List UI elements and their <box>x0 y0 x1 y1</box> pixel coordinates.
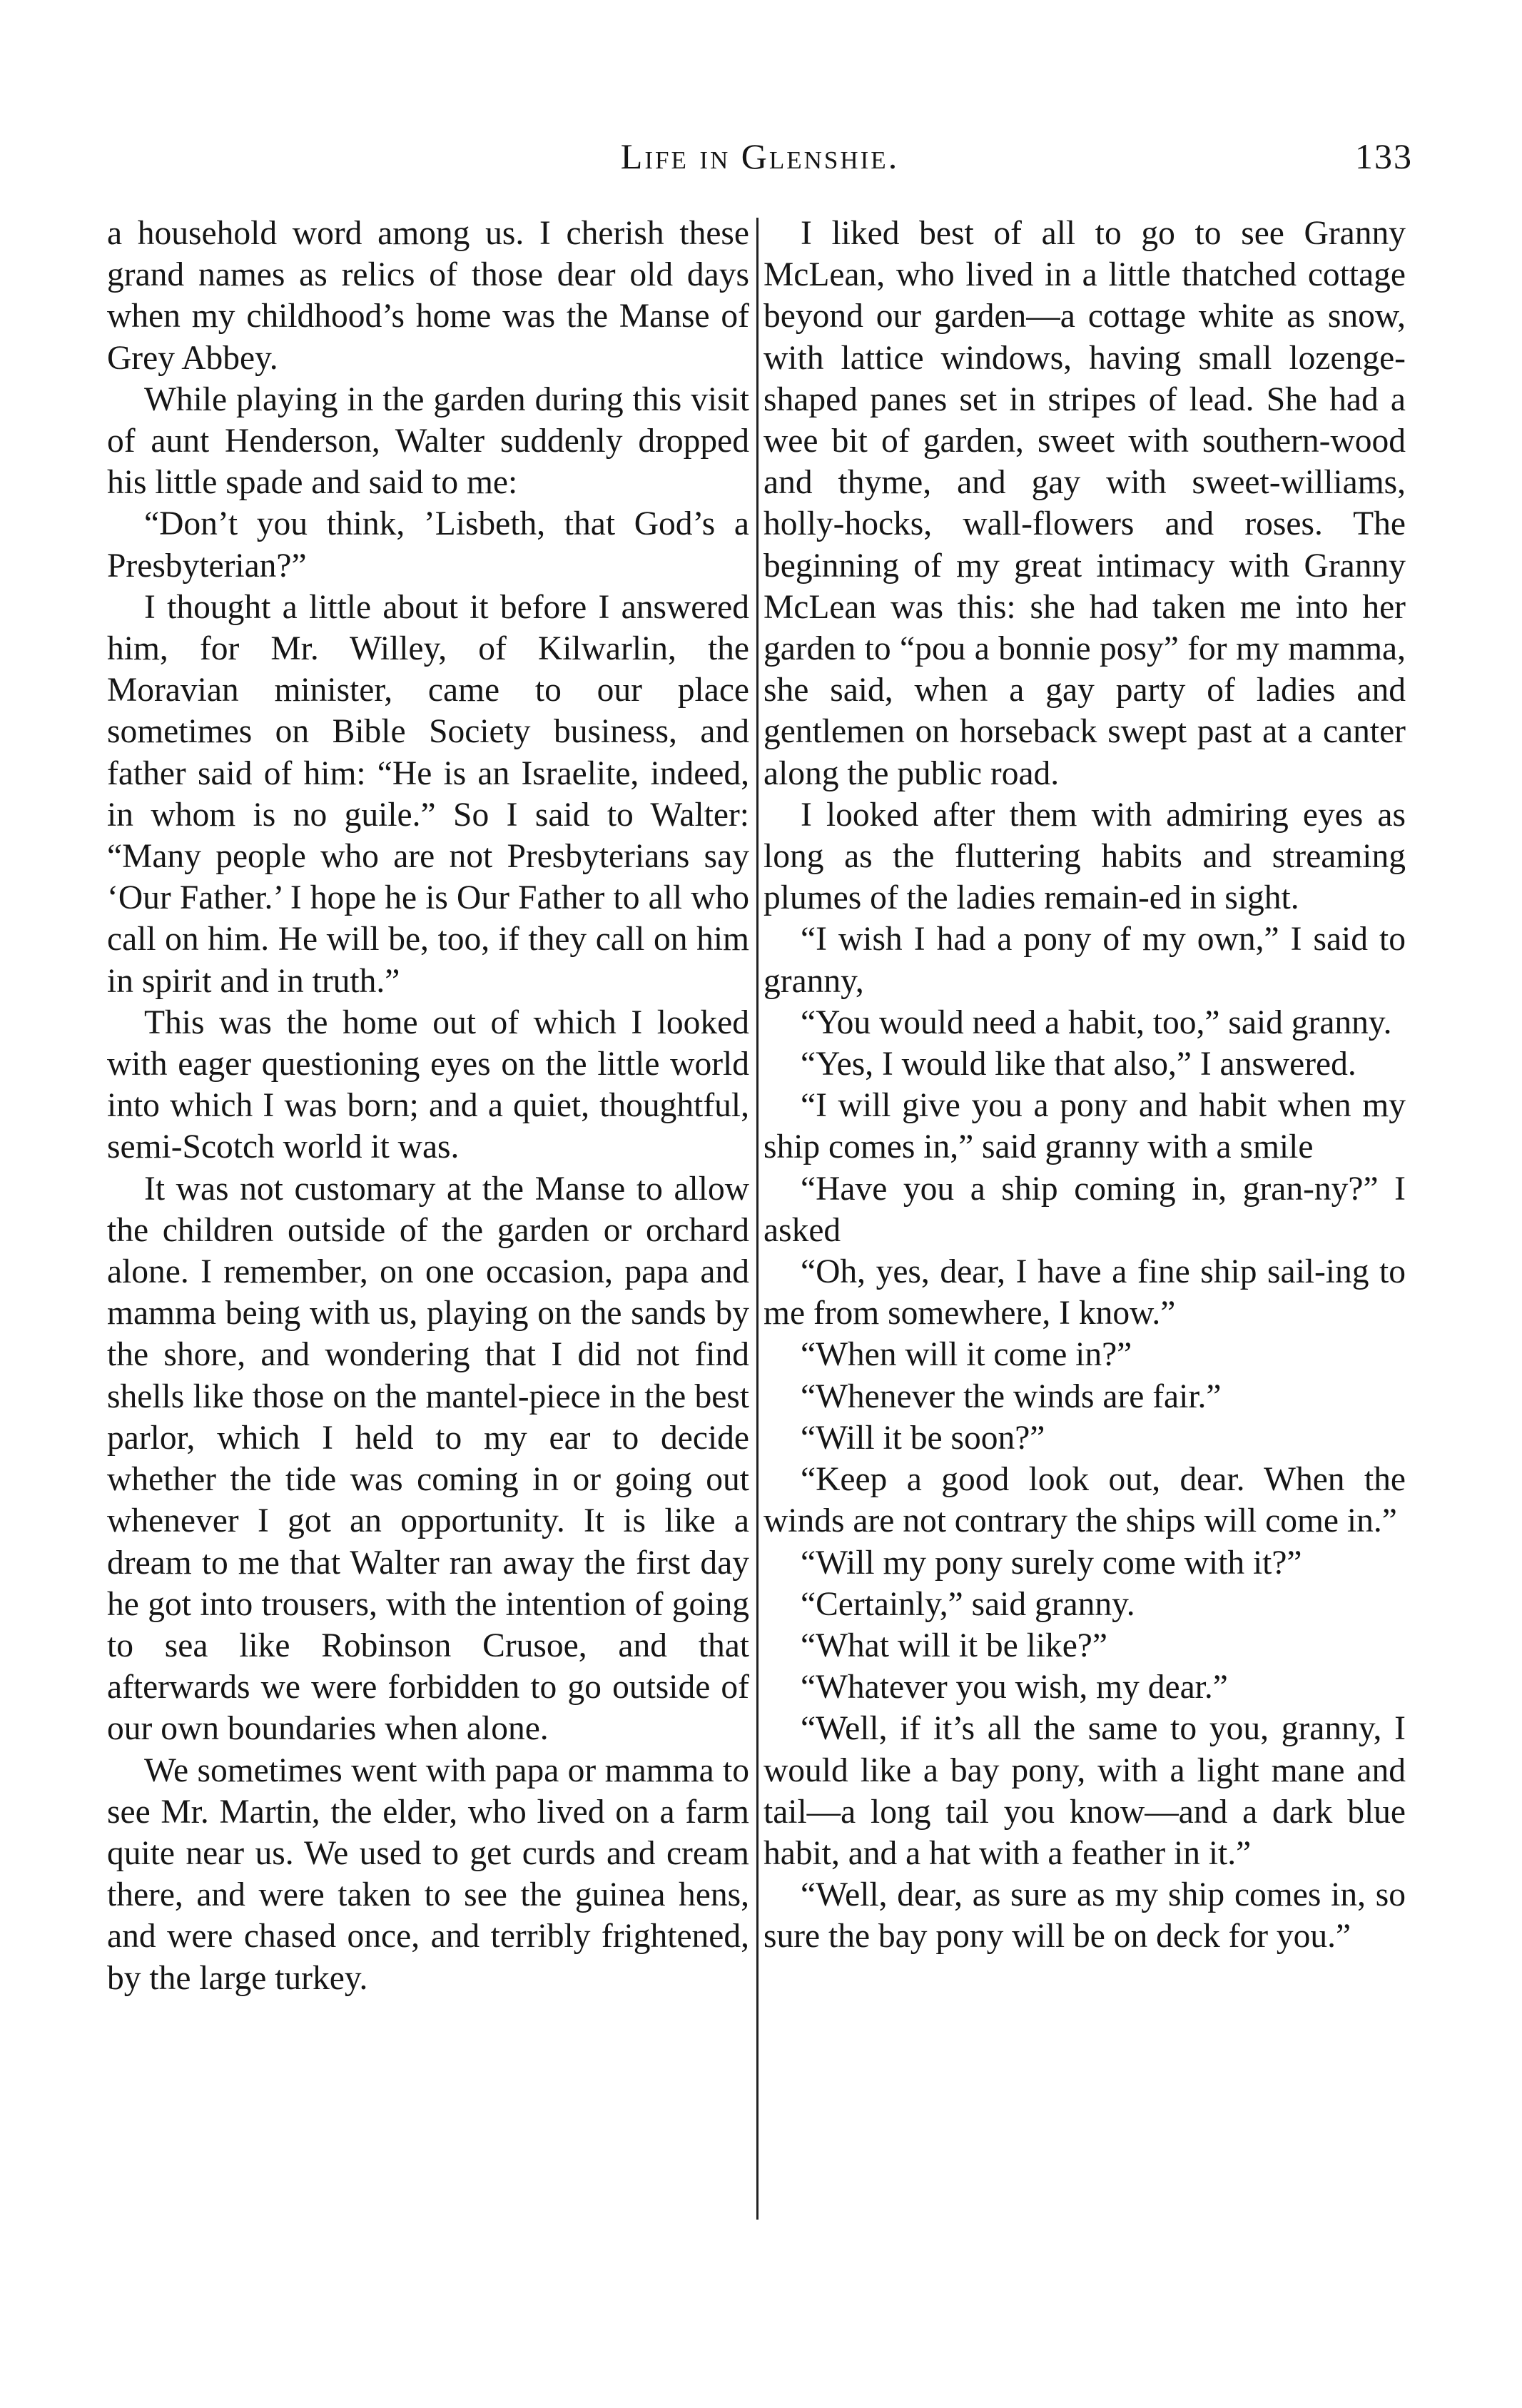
paragraph: “Keep a good look out, dear. When the winds are not contrary the ships will come in.” <box>763 1461 1406 1540</box>
page-number: 133 <box>1355 136 1413 176</box>
left-column <box>107 213 749 1999</box>
paragraph: “Well, if it’s all the same to you, granny, I would like a bay pony, with a light mane and tail—a long tail you know—and a dark blue habit, and a hat with a feather in it.” <box>763 1710 1406 1872</box>
paragraph: “I wish I had a pony of my own,” I said to granny, <box>763 921 1406 1000</box>
paragraph: “Yes, I would like that also,” I answered. <box>801 1046 1356 1083</box>
paragraph: “I will give you a pony and habit when my ship comes in,” said granny with a smile <box>763 1087 1406 1166</box>
paragraph: a household word among us. I cherish these grand names as relics of those dear old days when my childhood’s home was the Manse of Grey Abbey. <box>107 215 749 377</box>
paragraph: While playing in the garden during this visit of aunt Henderson, Walter suddenly dropped his little spade and said to me: <box>107 380 749 502</box>
paragraph: “What will it be like?” <box>801 1627 1107 1664</box>
paragraph: “Have you a ship coming in, gran-ny?” I asked <box>763 1170 1406 1249</box>
paragraph: “Whenever the winds are fair.” <box>801 1377 1222 1415</box>
paragraph: “Well, dear, as sure as my ship comes in, so sure the bay pony will be on deck for you.” <box>763 1876 1406 1956</box>
right-column <box>763 213 1406 1958</box>
paragraph: “Whatever you wish, my dear.” <box>801 1669 1228 1706</box>
paragraph: “Don’t you think, ’Lisbeth, that God’s a Presbyterian?” <box>107 505 749 585</box>
running-title: Life in Glenshie. <box>620 136 900 176</box>
paragraph: “Oh, yes, dear, I have a fine ship sail-ing to me from somewhere, I know.” <box>763 1253 1406 1332</box>
column-divider <box>756 218 759 2220</box>
running-head <box>107 136 1413 186</box>
paragraph: “When will it come in?” <box>801 1336 1132 1374</box>
paragraph: We sometimes went with papa or mamma to see Mr. Martin, the elder, who lived on a farm quite near us. We used to get curds and cream there, and were taken to see the guinea hens, and were chased once, and terribly frightened, by the large turkey. <box>107 1751 749 1997</box>
paragraph: “Will it be soon?” <box>801 1419 1045 1457</box>
paragraph: This was the home out of which I looked with eager questioning eyes on the little world into which I was born; and a quiet, thoughtful, semi-Scotch world it was. <box>107 1003 749 1166</box>
paragraph: “You would need a habit, too,” said granny. <box>801 1003 1392 1041</box>
paragraph: “Certainly,” said granny. <box>801 1585 1135 1623</box>
paragraph: I looked after them with admiring eyes as long as the fluttering habits and streaming plumes of the ladies remain-ed in sight. <box>763 796 1406 917</box>
paragraph: “Will my pony surely come with it?” <box>801 1544 1302 1582</box>
paragraph: It was not customary at the Manse to allow the children outside of the garden or orchard alone. I remember, on one occasion, papa and mamma being with us, playing on the sands by the shore, and wondering that I did not find shells like those on the mantel-piece in the best parlor, which I held to my ear to decide whether the tide was coming in or going out whenever I got an opportunity. It is like a dream to me that Walter ran away the first day he got into trousers, with the intention of going to sea like Robinson Crusoe, and that afterwards we were forbidden to go outside of our own boundaries when alone. <box>107 1170 749 1748</box>
paragraph: I thought a little about it before I answered him, for Mr. Willey, of Kilwarlin, the Moravian minister, came to our place sometimes on Bible Society business, and father said of him: “He is an Israelite, indeed, in whom is no guile.” So I said to Walter: “Many people who are not Presbyterians say ‘Our Father.’ I hope he is Our Father to all who call on him. He will be, too, if they call on him in spirit and in truth.” <box>107 588 749 1000</box>
paragraph: I liked best of all to go to see Granny McLean, who lived in a little thatched cottage beyond our garden—a cottage white as snow, with lattice windows, having small lozenge-shaped panes set in stripes of lead. She had a wee bit of garden, sweet with southern-wood and thyme, and gay with sweet-williams, holly-hocks, wall-flowers and roses. The beginning of my great intimacy with Granny McLean was this: she had taken me into her garden to “pou a bonnie posy” for my mamma, she said, when a gay party of ladies and gentlemen on horseback swept past at a canter along the public road. <box>763 215 1406 792</box>
